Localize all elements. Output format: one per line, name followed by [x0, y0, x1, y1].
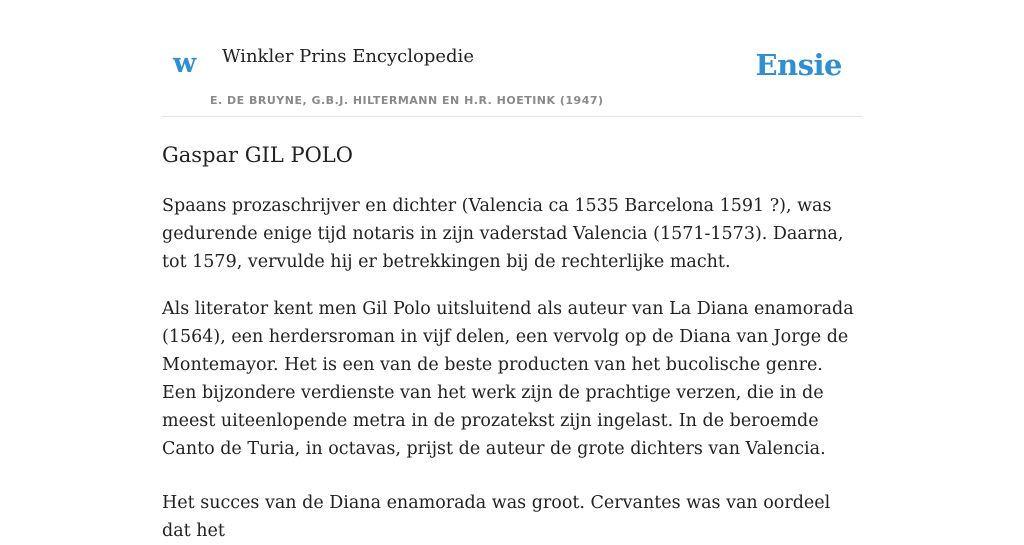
publication-authors: E. DE BRUYNE, G.B.J. HILTERMANN EN H.R. HOETINK (1947) — [210, 94, 604, 107]
publication-logo[interactable]: w — [173, 48, 197, 79]
site-header — [162, 0, 862, 117]
ensie-logo[interactable]: Ensie — [755, 48, 842, 82]
publication-title[interactable]: Winkler Prins Encyclopedie — [222, 46, 474, 67]
article-paragraph: Het succes van de Diana enamorada was groot. Cervantes was van oordeel dat het — [162, 493, 831, 541]
article-paragraph: Spaans prozaschrijver en dichter (Valencia ca 1535 Barcelona 1591 ?), was gedurende enige tijd notaris in zijn vaderstad Valencia (1571-1573). Daarna, tot 1579, vervulde hij er betrekkingen bij de rechterlijke macht. — [162, 196, 844, 272]
article — [162, 140, 862, 545]
article-paragraph: Als literator kent men Gil Polo uitsluitend als auteur van La Diana enamorada (1564), een herdersroman in vijf delen, een vervolg op de Diana van Jorge de Montemayor. Het is een van de beste producten van het bucolische genre. Een bijzondere verdienste van het werk zijn de prachtige verzen, die in de meest uiteenlopende metra in de prozatekst zijn ingelast. In de beroemde Canto de Turia, in octavas, prijst de auteur de grote dichters van Valencia. — [162, 299, 854, 459]
article-title: Gaspar GIL POLO — [162, 143, 353, 167]
